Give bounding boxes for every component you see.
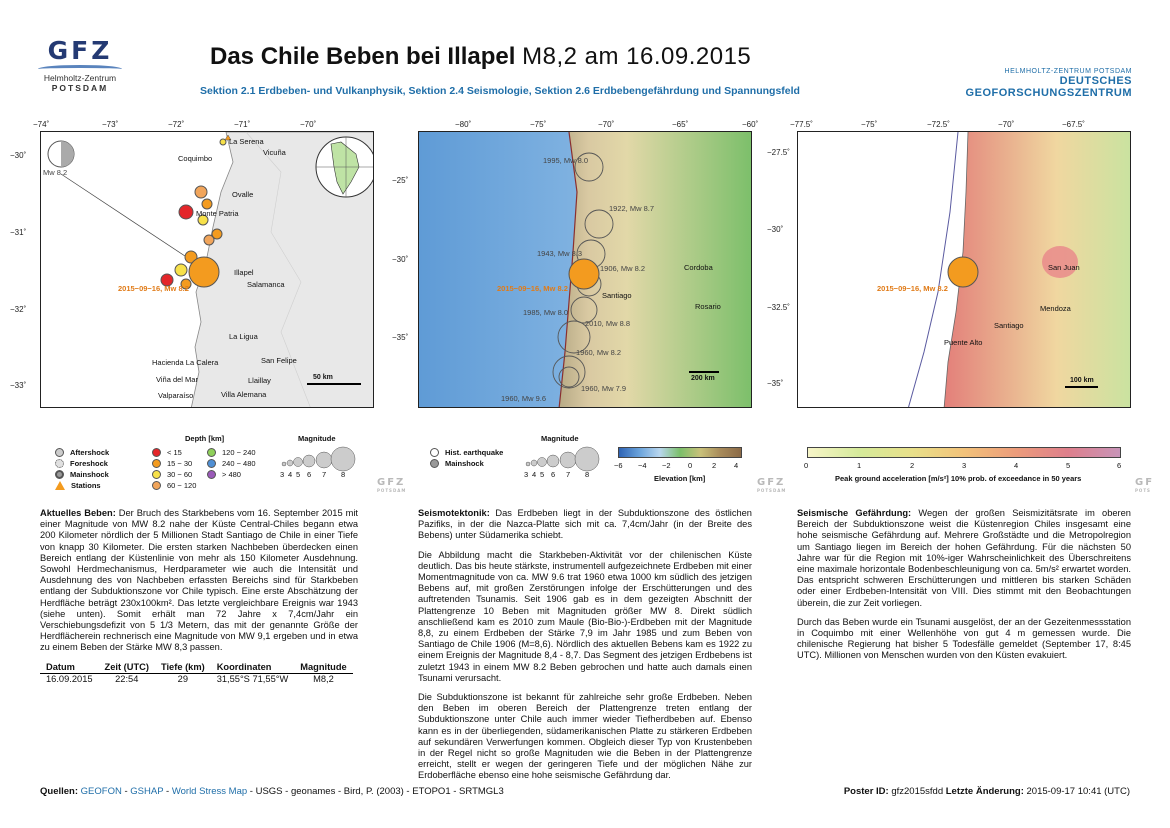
column-seismotectonics bbox=[418, 508, 752, 790]
historic-label: 1985, Mw 8.0 bbox=[523, 308, 569, 317]
event-label: 2015−09−16, Mw 8.2 bbox=[118, 284, 189, 293]
table-header-row bbox=[40, 662, 353, 674]
mainshock-symbol bbox=[430, 459, 439, 468]
scale-bar-label: 50 km bbox=[313, 374, 333, 381]
legend-label: Stations bbox=[71, 481, 101, 490]
map1-xtick: −74˚ bbox=[33, 120, 50, 129]
foreshock-symbol bbox=[55, 459, 64, 468]
map3-ytick: −35˚ bbox=[767, 379, 784, 388]
place-label: Llaillay bbox=[248, 376, 271, 385]
table-cell: 16.09.2015 bbox=[46, 673, 93, 684]
historic-label: 1922, Mw 8.7 bbox=[609, 204, 655, 213]
gfz-wordmark bbox=[966, 68, 1132, 99]
map3-canvas bbox=[798, 132, 1131, 408]
column-current-quake bbox=[40, 508, 358, 685]
historic-label: 1995, Mw 8.0 bbox=[543, 156, 589, 165]
gfz-watermark: GFZ POTSDAM bbox=[377, 477, 407, 493]
section-heading: Seismotektonik: bbox=[418, 508, 490, 518]
depth-swatch bbox=[207, 459, 216, 468]
poster-id-label: Poster ID: bbox=[843, 786, 889, 797]
historic-label: 2010, Mw 8.8 bbox=[585, 319, 631, 328]
table-header: Datum bbox=[40, 662, 99, 674]
legend-historic bbox=[430, 447, 503, 469]
place-label: San Felipe bbox=[261, 356, 297, 365]
map3-xtick: −70˚ bbox=[998, 120, 1015, 129]
event-label: 2015−09−16, Mw 8.2 bbox=[497, 284, 568, 293]
section-heading: Aktuelles Beben: bbox=[40, 508, 116, 518]
depth-swatch bbox=[207, 470, 216, 479]
source-link-geofon[interactable]: GEOFON bbox=[80, 786, 122, 797]
place-label: Viña del Mar bbox=[156, 375, 198, 384]
depth-swatch bbox=[152, 448, 161, 457]
logo-sub1: Helmholtz-Zentrum bbox=[43, 73, 117, 83]
section-paragraph: Die Subduktionszone ist bekannt für zahlreiche sehr große Erdbeben. Neben den Beben im oberen Bereich der Plattengrenze treten entlang der Subduktionszone unter Chile auch immer wieder Tiefherdbeben auf. Ebenso kann es in der überliegenden, südamerikanischen Platte zu stärkeren Erdbeben auf sekundären Verwerfungen kommen. Obgleich dieser Typ von Krustenbeben in der Regel nicht so große Magnituden wie die Beben in der Plattengrenze erreicht, stellt er wegen der geringeren Tiefe und der möglichen Nähe zur Erdoberfläche ebenso eine hohe seismische Gefährdung dar. bbox=[418, 692, 752, 781]
mainshock-symbol bbox=[55, 470, 64, 479]
map1-xtick: −70˚ bbox=[300, 120, 317, 129]
place-label: Santiago bbox=[602, 291, 632, 300]
map2-ytick: −35˚ bbox=[392, 333, 409, 342]
mag-label: 3 bbox=[280, 470, 285, 479]
map2-xtick: −70˚ bbox=[598, 120, 615, 129]
map3-ytick: −32.5˚ bbox=[767, 303, 790, 312]
pga-colorbar bbox=[807, 447, 1121, 458]
mag-label: 5 bbox=[296, 470, 301, 479]
historic-label: 1960, Mw 7.9 bbox=[581, 384, 627, 393]
historic-label: 1906, Mw 8.2 bbox=[600, 264, 646, 273]
station-symbol bbox=[55, 481, 65, 490]
place-label: La Serena bbox=[229, 137, 264, 146]
pga-tick: 0 bbox=[804, 461, 809, 470]
place-label: Illapel bbox=[234, 268, 254, 277]
map3-xtick: −72.5˚ bbox=[927, 120, 950, 129]
sources-rest: - USGS - geonames - Bird, P. (2003) - ETOPO1 - SRTMGL3 bbox=[247, 786, 504, 797]
mechanism-label: Mw 8.2 bbox=[43, 168, 68, 177]
quake-table bbox=[40, 662, 353, 685]
section-body: Das Erdbeben liegt in der Subduktionszone des östlichen Pazifiks, in der die Nazca-Platte sich mit ca. 7,4cm/Jahr (in der Breite des Bebens) unter Südamerika schiebt. bbox=[418, 508, 752, 541]
mag-label: 6 bbox=[307, 470, 312, 479]
table-cell: M8,2 bbox=[313, 673, 334, 684]
historic-label: 1960, Mw 9.6 bbox=[501, 394, 547, 403]
depth-label: 60 − 120 bbox=[167, 481, 197, 490]
source-link-wsm[interactable]: World Stress Map bbox=[171, 786, 248, 797]
change-date: 2015-09-17 10:41 (UTC) bbox=[1026, 786, 1130, 797]
gfz-watermark: GF POTS bbox=[1135, 477, 1155, 493]
legend-label: Mainshock bbox=[70, 470, 109, 479]
legend-label: Mainshock bbox=[445, 459, 484, 468]
pga-tick: 2 bbox=[910, 461, 915, 470]
pga-tick: 5 bbox=[1066, 461, 1071, 470]
historic-label: 1960, Mw 8.2 bbox=[576, 348, 622, 357]
mag-label: 4 bbox=[532, 470, 537, 479]
magnitude-circles bbox=[522, 444, 602, 486]
place-label: Hacienda La Calera bbox=[152, 358, 219, 367]
table-row bbox=[40, 673, 353, 685]
scale-bar-label: 200 km bbox=[691, 375, 715, 382]
poster-id: gfz2015sfdd bbox=[891, 786, 944, 797]
place-label: Valparaíso bbox=[158, 391, 194, 400]
mag-label: 4 bbox=[288, 470, 293, 479]
table-header: Zeit (UTC) bbox=[99, 662, 155, 674]
map1-ytick: −30˚ bbox=[10, 151, 27, 160]
mag-label: 5 bbox=[540, 470, 545, 479]
logo-swoosh bbox=[38, 65, 122, 73]
map2-xtick: −75˚ bbox=[530, 120, 547, 129]
page-subtitle: Sektion 2.1 Erdbeben- und Vulkanphysik, Sektion 2.4 Seismologie, Sektion 2.6 Erdbebengefährdung und Spannungsfeld bbox=[200, 85, 800, 97]
depth-label: 30 − 60 bbox=[167, 470, 193, 479]
elev-tick: −6 bbox=[614, 461, 623, 470]
aftershock-symbol bbox=[55, 448, 64, 457]
magnitude-circles bbox=[278, 444, 358, 486]
gfz-logo bbox=[30, 36, 130, 93]
pga-label: Peak ground acceleration [m/s²] 10% prob. of exceedance in 50 years bbox=[835, 474, 1082, 483]
wordmark-line1: HELMHOLTZ-ZENTRUM POTSDAM bbox=[1004, 68, 1132, 75]
depth-swatch bbox=[152, 481, 161, 490]
legend-depth-col1 bbox=[152, 447, 196, 491]
change-label: Letzte Änderung: bbox=[945, 786, 1024, 797]
mag-label: 3 bbox=[524, 470, 529, 479]
map2-ytick: −30˚ bbox=[392, 255, 409, 264]
mag-label: 7 bbox=[566, 470, 571, 479]
depth-swatch bbox=[152, 459, 161, 468]
map-aftershocks bbox=[40, 131, 374, 408]
logo-text: GFZ bbox=[47, 36, 113, 65]
table-header: Tiefe (km) bbox=[155, 662, 211, 674]
mag-label: 6 bbox=[551, 470, 556, 479]
section-body: Wegen der großen Seismizitätsrate im oberen Bereich der Subduktionszone weist die Küstenregion Chiles insgesamt eine hohe seismische Gefährdung auf. Mehrere Großstädte und die Metropolregion um Santiago liegen im Bereich der hohen Gefährdung. Für die nächsten 50 Jahre war für die Region mit 10%-iger Wahrscheinlichkeit des Überschreitens eine maximale horizontale Bodenbeschleunigung von ca. 5m/s² erwartet worden. Das entspricht schweren Erschütterungen und mittleren bis starken Schäden oder einer Erdbeben-Intensität von VIII. Dies stimmt mit den Beobachtungen überein, die zur Zeit vorliegen. bbox=[797, 508, 1131, 608]
table-header: Magnitude bbox=[294, 662, 352, 674]
legend-event-types bbox=[55, 447, 109, 491]
map3-xtick: −75˚ bbox=[861, 120, 878, 129]
table-cell: 22:54 bbox=[115, 673, 139, 684]
page-title bbox=[210, 43, 751, 71]
elevation-colorbar bbox=[618, 447, 742, 458]
wordmark-line2: DEUTSCHES bbox=[1059, 75, 1132, 87]
magnitude-legend-title: Magnitude bbox=[298, 434, 336, 443]
place-label: San Juan bbox=[1048, 263, 1080, 272]
title-bold: Das Chile Beben bei Illapel bbox=[210, 43, 516, 70]
section-body: Der Bruch des Starkbebens vom 16. September 2015 mit einer Magnitude von MW 8.2 nahe der Küste Central-Chiles begann etwa 200 Kilometer nördlich der 5 Millionen Stadt Santiago de Chile in einer Tiefe von knapp 30 Kilometer. Die ersten starken Nachbeben überdecken einen Bereich entlang der Küstenlinie von mehr als 150 Kilometer Ausdehnung. Sowohl Herdmechanismus, Herdparameter wie auch die Intensität und Ausdehnung des von Nachbeben erfassten Bereichs sind für Starkbeben entlang der Subduktionszone vor Chile typisch. Eine erste Abschätzung der Herdfläche beträgt 230x100km². Das letzte vergleichbare Ereignis war 1943 (siehe unten). Somit erhält man 72 Jahre x 7,4cm/Jahr ein Verschiebungsdefizit von 5 1/3 Metern, das mit der genannte Größe der Herdflächerein rechnerisch eine Magnitude von MW 9,1 ergeben und in etwa zu einem Beben der Stärke MW 8,3 passen. bbox=[40, 508, 358, 653]
pga-tick: 1 bbox=[857, 461, 862, 470]
mag-label: 7 bbox=[322, 470, 327, 479]
place-label: Rosario bbox=[695, 302, 721, 311]
section-heading: Seismische Gefährdung: bbox=[797, 508, 912, 518]
map3-ytick: −30˚ bbox=[767, 225, 784, 234]
elev-tick: 0 bbox=[688, 461, 693, 470]
gfz-watermark: GFZ POTSDAM bbox=[757, 477, 787, 493]
place-label: Monte Patria bbox=[196, 209, 239, 218]
elev-tick: 4 bbox=[734, 461, 739, 470]
map1-ytick: −31˚ bbox=[10, 228, 27, 237]
section-paragraph: Durch das Beben wurde ein Tsunami ausgelöst, der an der Gezeitenmessstation in Coquimbo mit einer Wellenhöhe von gut 4 m gemessen wurde. Die chilenische Regierung hat bisher 5 Todesfälle gemeldet (September 17, 8:45 UTC). Millionen von Menschen wurden von den Küsten evakuiert. bbox=[797, 616, 1131, 661]
depth-label: 120 − 240 bbox=[222, 448, 256, 457]
place-label: Mendoza bbox=[1040, 304, 1071, 313]
depth-label: > 480 bbox=[222, 470, 241, 479]
depth-label: 15 − 30 bbox=[167, 459, 193, 468]
legend-label: Hist. earthquake bbox=[445, 448, 504, 457]
wordmark-line3: GEOFORSCHUNGSZENTRUM bbox=[965, 87, 1132, 99]
historic-label: 1943, Mw 8.3 bbox=[537, 249, 583, 258]
map1-xtick: −72˚ bbox=[168, 120, 185, 129]
legend-label: Foreshock bbox=[70, 459, 108, 468]
poster-info bbox=[844, 786, 1130, 797]
elev-tick: −4 bbox=[638, 461, 647, 470]
column-hazard bbox=[797, 508, 1131, 670]
depth-legend-title: Depth [km] bbox=[185, 434, 225, 443]
elev-tick: −2 bbox=[662, 461, 671, 470]
sources-label: Quellen: bbox=[40, 786, 79, 797]
pga-tick: 6 bbox=[1117, 461, 1122, 470]
event-label: 2015−09−16, Mw 8.2 bbox=[877, 284, 948, 293]
map3-xtick: −77.5˚ bbox=[790, 120, 813, 129]
map-seismotectonics bbox=[418, 131, 752, 408]
sources-footer: Quellen: GEOFON - GSHAP - World Stress Map - USGS - geonames - Bird, P. (2003) - ETOPO1 - SRTMGL3 bbox=[40, 786, 504, 797]
depth-swatch bbox=[152, 470, 161, 479]
table-cell: 29 bbox=[177, 673, 188, 684]
scale-bar-label: 100 km bbox=[1070, 377, 1094, 384]
legend-depth-col2 bbox=[207, 447, 256, 480]
section-paragraph: Die Abbildung macht die Starkbeben-Aktivität vor der chilenischen Küste deutlich. Das bis heute stärkste, instrumentell aufgezeichnete Erdbeben mit einer Momentmagnitude von ca. MW 9.6 trat 1960 etwa 1000 km südlich des jetzigen Bebens auf, mit großen Zerstörungen infolge der Erschütterungen und des auftretenden Tsunamis. Seit 1906 gab es in dem gezeigten Abschnitt der Plattengrenze 10 Beben mit Magnituden größer MW 8. Direkt südlich anschließend kam es 2010 zum Maule (Bio-Bio-)-Erdbeben mit der Magnitude 8,8, zu einem Erdbeben der Stärke 7,9 im Jahr 1985 und zum Beben von Santiago de Chile 1906 (M=8,6). Nördlich des aktuellen Bebens kam es 1922 zu einem Ereignis der Magnitude 8,4 - 8,7. Das Segment des jetzigen Erdbebens ist zuletzt 1943 in einem MW 8.2 Beben gebrochen und hatte auch damals einen Tsunami verursacht. bbox=[418, 549, 752, 683]
place-label: Coquimbo bbox=[178, 154, 213, 163]
place-label: La Ligua bbox=[229, 332, 258, 341]
pga-tick: 3 bbox=[962, 461, 967, 470]
place-label: Santiago bbox=[994, 321, 1024, 330]
elev-tick: 2 bbox=[712, 461, 717, 470]
title-rest: M8,2 am 16.09.2015 bbox=[522, 43, 752, 70]
map1-ytick: −33˚ bbox=[10, 381, 27, 390]
depth-label: < 15 bbox=[167, 448, 182, 457]
pga-tick: 4 bbox=[1014, 461, 1019, 470]
map1-ytick: −32˚ bbox=[10, 305, 27, 314]
map3-xtick: −67.5˚ bbox=[1062, 120, 1085, 129]
map1-xtick: −71˚ bbox=[234, 120, 251, 129]
historic-symbol bbox=[430, 448, 439, 457]
table-header: Koordinaten bbox=[211, 662, 295, 674]
depth-label: 240 − 480 bbox=[222, 459, 256, 468]
map2-xtick: −80˚ bbox=[455, 120, 472, 129]
map2-ytick: −25˚ bbox=[392, 176, 409, 185]
map2-xtick: −65˚ bbox=[672, 120, 689, 129]
magnitude-legend-title: Magnitude bbox=[541, 434, 579, 443]
place-label: Puente Alto bbox=[944, 338, 983, 347]
elevation-label: Elevation [km] bbox=[654, 474, 706, 483]
place-label: Vicuña bbox=[263, 148, 286, 157]
place-label: Cordoba bbox=[684, 263, 713, 272]
map1-xtick: −73˚ bbox=[102, 120, 119, 129]
map2-xtick: −60˚ bbox=[742, 120, 759, 129]
depth-swatch bbox=[207, 448, 216, 457]
place-label: Salamanca bbox=[247, 280, 285, 289]
place-label: Villa Alemana bbox=[221, 390, 267, 399]
mag-label: 8 bbox=[585, 470, 590, 479]
place-label: Ovalle bbox=[232, 190, 254, 199]
source-link-gshap[interactable]: GSHAP bbox=[130, 786, 164, 797]
legend-label: Aftershock bbox=[70, 448, 110, 457]
map3-ytick: −27.5˚ bbox=[767, 148, 790, 157]
logo-sub2: POTSDAM bbox=[51, 83, 109, 93]
mag-label: 8 bbox=[341, 470, 346, 479]
table-cell: 31,55°S 71,55°W bbox=[216, 673, 289, 684]
map-hazard bbox=[797, 131, 1131, 408]
